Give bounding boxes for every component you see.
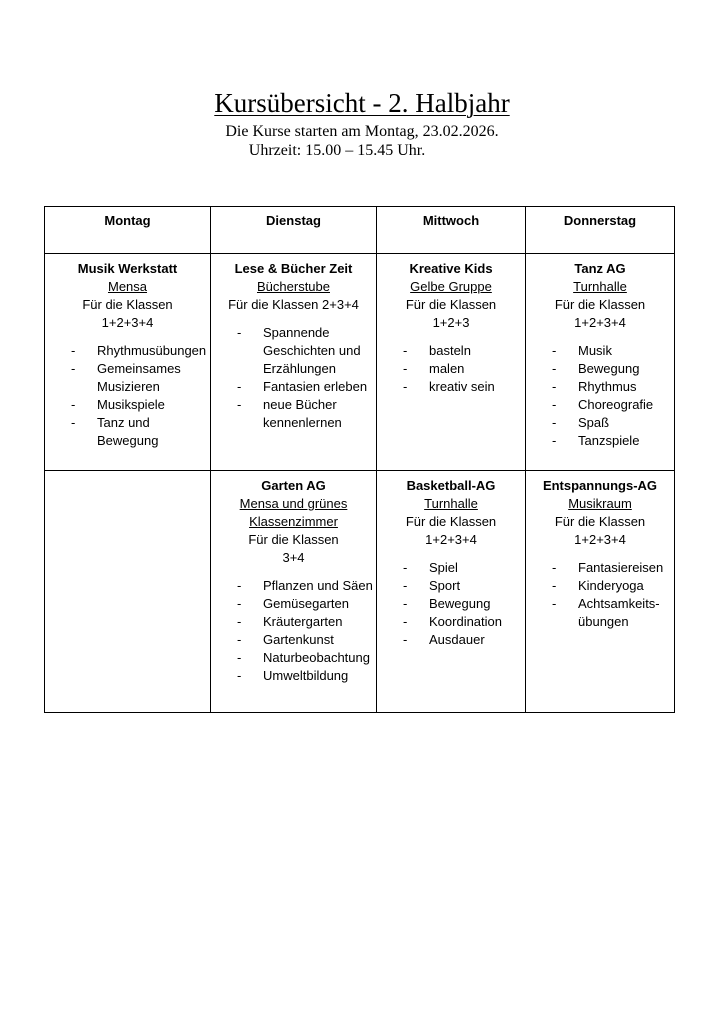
course-activity-list <box>379 559 523 649</box>
list-item <box>552 432 672 450</box>
list-item <box>552 396 672 414</box>
list-item <box>237 378 374 396</box>
day-header: Mittwoch <box>377 207 526 254</box>
bullet-dash: - <box>237 632 242 647</box>
list-item <box>403 559 523 577</box>
course-location: Turnhalle <box>573 279 627 294</box>
list-item <box>237 324 374 378</box>
activity-text: Choreografie <box>578 397 654 412</box>
activity-text: Bewegung <box>429 596 491 611</box>
activity-text: Musikspiele <box>97 397 165 412</box>
list-item <box>403 378 523 396</box>
course-location: Musikraum <box>568 496 632 511</box>
list-item <box>403 631 523 649</box>
activity-text: Ausdauer <box>429 632 485 647</box>
course-activity-list <box>379 342 523 396</box>
list-item <box>552 414 672 432</box>
course-grades: 3+4 <box>282 550 305 565</box>
day-header: Dienstag <box>211 207 377 254</box>
course-activity-list <box>528 342 672 450</box>
list-item <box>403 613 523 631</box>
bullet-dash: - <box>552 560 557 575</box>
bullet-dash: - <box>237 668 242 683</box>
bullet-dash: - <box>403 379 408 394</box>
activity-text: Naturbeobachtung <box>263 650 370 665</box>
course-grades: 1+2+3+4 <box>574 532 626 547</box>
list-item <box>71 414 208 450</box>
activity-text: basteln <box>429 343 471 358</box>
list-item <box>403 595 523 613</box>
course-grades: 1+2+3+4 <box>574 315 626 330</box>
course-activity-list <box>213 577 374 685</box>
list-item <box>552 595 672 631</box>
bullet-dash: - <box>237 578 242 593</box>
course-location: Bücherstube <box>257 279 330 294</box>
course-classes: Für die Klassen <box>82 297 173 312</box>
bullet-dash: - <box>71 397 76 412</box>
bullet-dash: - <box>403 361 408 376</box>
course-activity-list <box>213 324 374 432</box>
course-activity-list <box>47 342 208 450</box>
bullet-dash: - <box>552 596 557 611</box>
course-block <box>526 471 674 631</box>
activity-text: Musik <box>578 343 612 358</box>
course-classes: Für die Klassen 2+3+4 <box>228 297 359 312</box>
course-block <box>45 254 210 450</box>
bullet-dash: - <box>552 361 557 376</box>
course-classes: Für die Klassen <box>554 514 646 529</box>
page-title: Kursübersicht - 2. Halbjahr <box>214 88 510 118</box>
list-item <box>403 577 523 595</box>
time-text: Uhrzeit: 15.00 – 15.45 Uhr. <box>248 142 426 159</box>
activity-text: Tanzspiele <box>578 433 640 448</box>
bullet-dash: - <box>237 397 242 412</box>
course-name: Entspannungs-AG <box>542 478 658 493</box>
course-grades: 1+2+3+4 <box>101 315 154 330</box>
course-cell <box>377 254 526 471</box>
activity-text: Rhythmus <box>578 379 637 394</box>
course-classes: Für die Klassen <box>248 532 339 547</box>
course-classes: Für die Klassen <box>405 297 497 312</box>
day-header: Montag <box>45 207 211 254</box>
bullet-dash: - <box>237 614 242 629</box>
course-location: Mensa und grünes <box>239 496 348 511</box>
bullet-dash: - <box>237 596 242 611</box>
activity-text: Fantasiereisen <box>578 560 664 575</box>
activity-text: malen <box>429 361 465 376</box>
bullet-dash: - <box>71 361 76 376</box>
activity-text: Kinderyoga <box>578 578 644 593</box>
course-activity-list <box>528 559 672 631</box>
bullet-dash: - <box>403 596 408 611</box>
activity-text: Spaß <box>578 415 610 430</box>
list-item <box>552 342 672 360</box>
bullet-dash: - <box>403 614 408 629</box>
bullet-dash: - <box>403 560 408 575</box>
document-header <box>0 86 724 160</box>
list-item <box>403 360 523 378</box>
course-location: Mensa <box>107 279 148 294</box>
list-item <box>237 577 374 595</box>
course-location: Klassenzimmer <box>249 514 338 529</box>
course-location: Gelbe Gruppe <box>410 279 492 294</box>
course-grades: 1+2+3+4 <box>425 532 477 547</box>
list-item <box>552 577 672 595</box>
course-name: Tanz AG <box>574 261 626 276</box>
course-cell <box>45 254 211 471</box>
activity-text: Bewegung <box>578 361 640 376</box>
list-item <box>237 631 374 649</box>
list-item <box>71 360 208 396</box>
course-classes: Für die Klassen <box>554 297 646 312</box>
start-date-text: Die Kurse starten am Montag, 23.02.2026. <box>225 123 499 140</box>
list-item <box>237 613 374 631</box>
activity-text: Kräutergarten <box>263 614 343 629</box>
course-row <box>45 471 675 713</box>
course-block <box>211 471 376 685</box>
day-header: Donnerstag <box>526 207 675 254</box>
activity-text: Spiel <box>429 560 458 575</box>
course-cell <box>211 471 377 713</box>
course-cell <box>211 254 377 471</box>
list-item <box>71 396 208 414</box>
bullet-dash: - <box>552 415 557 430</box>
activity-text: Gemüsegarten <box>263 596 349 611</box>
weekday-header-row <box>45 207 675 254</box>
bullet-dash: - <box>237 379 242 394</box>
bullet-dash: - <box>403 578 408 593</box>
bullet-dash: - <box>552 343 557 358</box>
course-name: Musik Werkstatt <box>77 261 178 276</box>
course-block <box>377 254 525 396</box>
course-block <box>526 254 674 450</box>
activity-text: Sport <box>429 578 461 593</box>
course-cell <box>526 471 675 713</box>
list-item <box>237 649 374 667</box>
bullet-dash: - <box>237 325 242 340</box>
course-cell <box>526 254 675 471</box>
course-block <box>211 254 376 432</box>
activity-text: Gartenkunst <box>263 632 334 647</box>
course-name: Lese & Bücher Zeit <box>234 261 353 276</box>
list-item <box>552 559 672 577</box>
bullet-dash: - <box>552 433 557 448</box>
activity-text: kreativ sein <box>429 379 495 394</box>
course-classes: Für die Klassen <box>405 514 497 529</box>
empty-cell <box>45 471 211 713</box>
bullet-dash: - <box>552 379 557 394</box>
bullet-dash: - <box>403 343 408 358</box>
activity-text: Fantasien erleben <box>263 379 368 394</box>
course-name: Basketball-AG <box>406 478 496 493</box>
activity-text: neue Bücher kennenlernen <box>263 397 342 430</box>
course-block <box>377 471 525 649</box>
activity-text: Achtsamkeits-übungen <box>578 596 660 629</box>
list-item <box>237 667 374 685</box>
activity-text: Umweltbildung <box>263 668 349 683</box>
list-item <box>237 595 374 613</box>
course-grades: 1+2+3 <box>432 315 470 330</box>
activity-text: Koordination <box>429 614 502 629</box>
list-item <box>237 396 374 432</box>
list-item <box>552 378 672 396</box>
list-item <box>403 342 523 360</box>
course-name: Kreative Kids <box>409 261 493 276</box>
activity-text: Gemeinsames Musizieren <box>97 361 181 394</box>
bullet-dash: - <box>552 578 557 593</box>
bullet-dash: - <box>237 650 242 665</box>
bullet-dash: - <box>71 343 76 358</box>
course-table <box>44 206 675 713</box>
list-item <box>71 342 208 360</box>
list-item <box>552 360 672 378</box>
activity-text: Pflanzen und Säen <box>263 578 373 593</box>
course-row <box>45 254 675 471</box>
activity-text: Tanz und Bewegung <box>97 415 159 448</box>
course-name: Garten AG <box>261 478 326 493</box>
bullet-dash: - <box>403 632 408 647</box>
activity-text: Spannende Geschichten und Erzählungen <box>263 325 361 376</box>
course-cell <box>377 471 526 713</box>
bullet-dash: - <box>552 397 557 412</box>
course-location: Turnhalle <box>424 496 478 511</box>
bullet-dash: - <box>71 415 76 430</box>
activity-text: Rhythmusübungen <box>97 343 207 358</box>
